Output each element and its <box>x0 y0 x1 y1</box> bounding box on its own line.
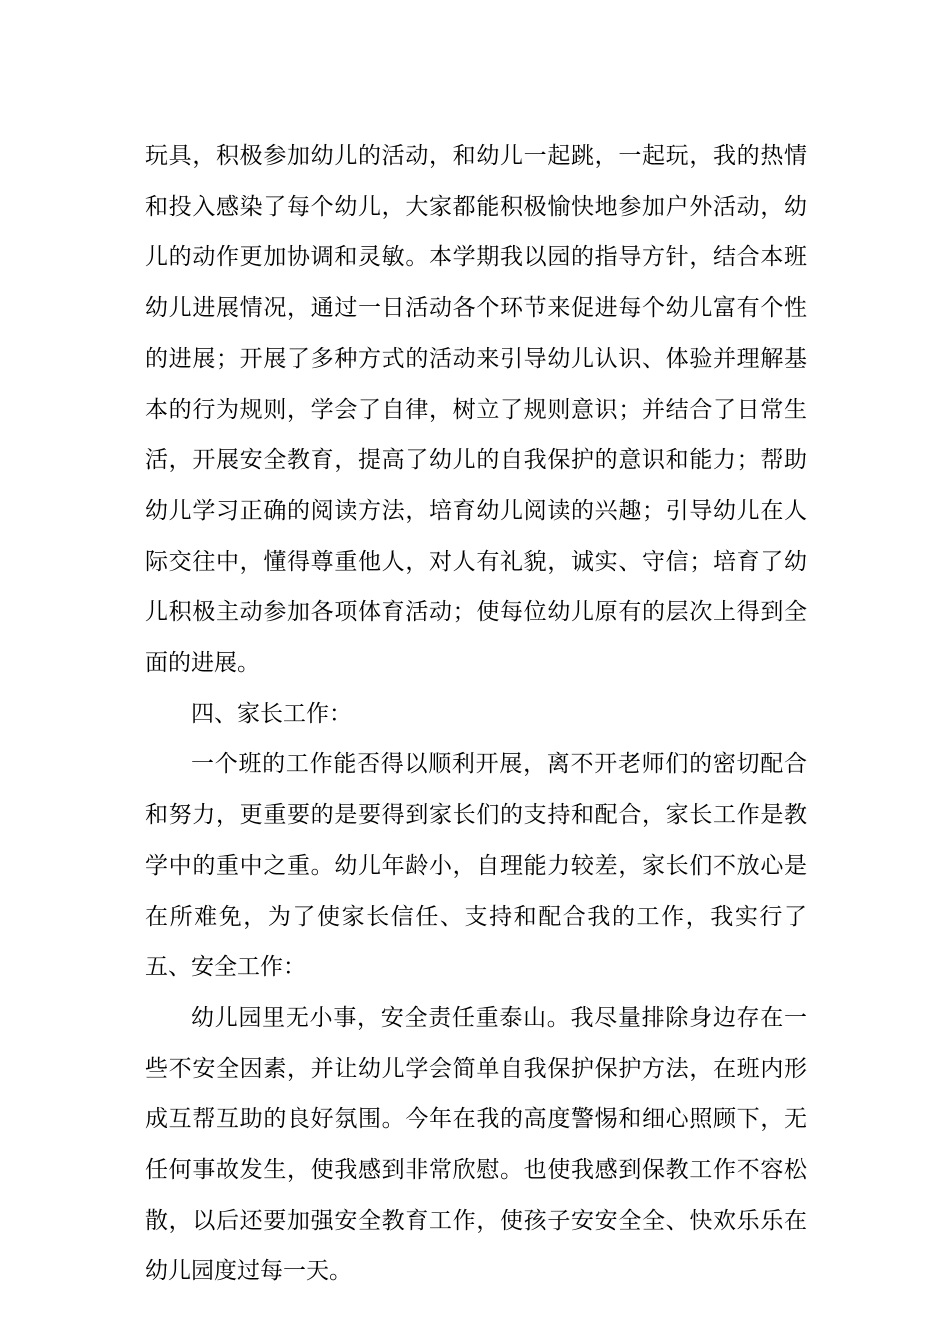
section-heading-parent-work: 四、家长工作： <box>191 700 352 727</box>
paragraph-parent-work: 一个班的工作能否得以顺利开展，离不开老师们的密切配合和努力，更重要的是要得到家长们的支持和配合，家长工作是教学中的重中之重。幼儿年龄小，自理能力较差，家长们不放心是在所难免，为了使家长信任、支持和配合我的工作，我实行了五、安全工作： <box>145 751 807 981</box>
paragraph-safety-work: 幼儿园里无小事，安全责任重泰山。我尽量排除身边存在一些不安全因素，并让幼儿学会简单自我保护保护方法，在班内形成互帮互助的良好氛围。今年在我的高度警惕和细心照顾下，无任何事故发生，使我感到非常欣慰。也使我感到保教工作不容松散，以后还要加强安全教育工作，使孩子安安全全、快欢乐乐在幼儿园度过每一天。 <box>145 1004 807 1285</box>
paragraph-continuation: 玩具，积极参加幼儿的活动，和幼儿一起跳，一起玩，我的热情和投入感染了每个幼儿，大家都能积极愉快地参加户外活动，幼儿的动作更加协调和灵敏。本学期我以园的指导方针，结合本班幼儿进展情况，通过一日活动各个环节来促进每个幼儿富有个性的进展；开展了多种方式的活动来引导幼儿认识、体验并理解基本的行为规则，学会了自律，树立了规则意识；并结合了日常生活，开展安全教育，提高了幼儿的自我保护的意识和能力；帮助幼儿学习正确的阅读方法，培育幼儿阅读的兴趣；引导幼儿在人际交往中，懂得尊重他人，对人有礼貌，诚实、守信；培育了幼儿积极主动参加各项体育活动；使每位幼儿原有的层次上得到全面的进展。 <box>145 143 807 677</box>
document-page <box>145 131 807 1297</box>
